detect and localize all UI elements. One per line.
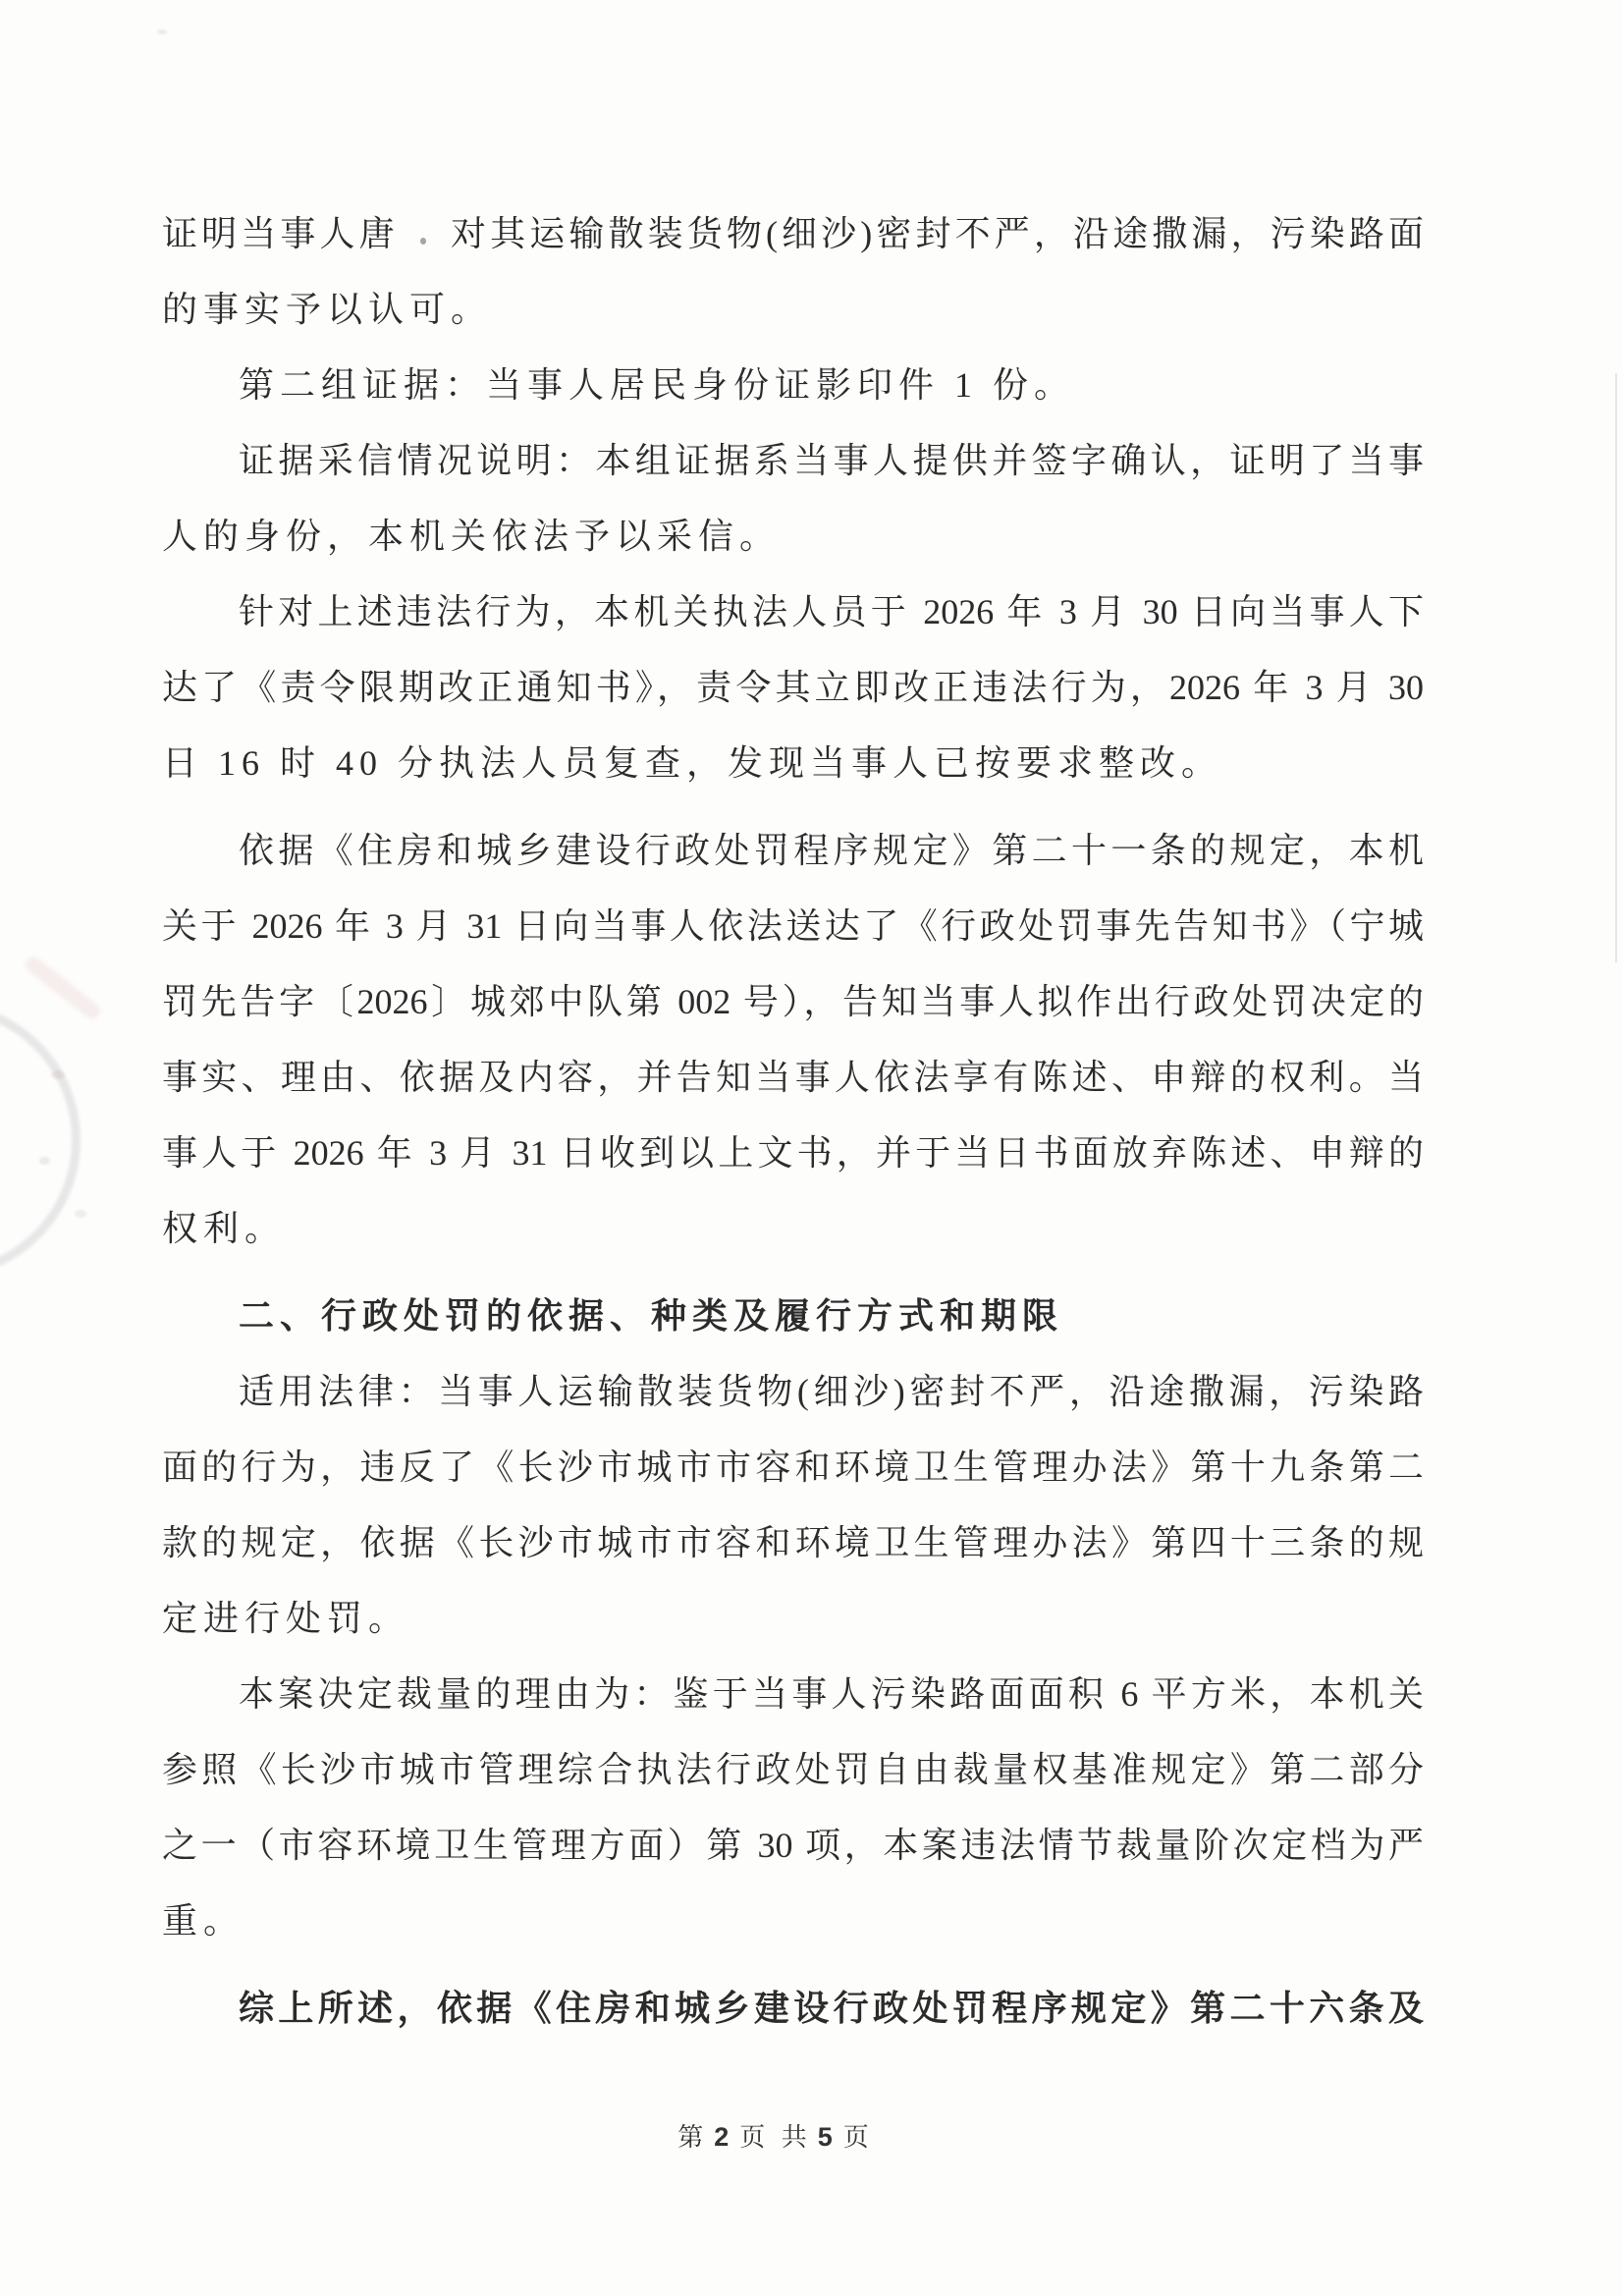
stamp-bleed-arc xyxy=(0,1002,81,1279)
text-line: 综上所述，依据《住房和城乡建设行政处罚程序规定》第二十六条及 xyxy=(239,1989,1424,2028)
text-line: 款的规定，依据《长沙市城市市容和环境卫生管理办法》第四十三条的规 xyxy=(162,1523,1424,1562)
text-line: 关于 2026 年 3 月 31 日向当事人依法送达了《行政处罚事先告知书》（宁城 xyxy=(162,906,1424,946)
text-line: 定进行处罚。 xyxy=(162,1599,410,1638)
text-line: 证据采信情况说明：本组证据系当事人提供并签字确认，证明了当事 xyxy=(239,441,1424,480)
footer-label: 页 xyxy=(842,2123,874,2152)
text-line: 日 16 时 40 分执法人员复查，发现当事人已按要求整改。 xyxy=(162,743,1223,783)
page-edge-shadow xyxy=(1615,373,1617,962)
scan-speck xyxy=(51,1070,65,1079)
text-line: 依据《住房和城乡建设行政处罚程序规定》第二十一条的规定，本机 xyxy=(239,831,1424,870)
text-line: 二、行政处罚的依据、种类及履行方式和期限 xyxy=(239,1296,1064,1336)
text-line: 事实、理由、依据及内容，并告知当事人依法享有陈述、申辩的权利。当 xyxy=(162,1058,1424,1097)
text-line: 重。 xyxy=(162,1901,245,1941)
text-line: 人的身份，本机关依法予以采信。 xyxy=(162,517,782,556)
text-line: 权利。 xyxy=(162,1209,287,1248)
page-footer xyxy=(0,2117,1551,2158)
stamp-bleed-streak xyxy=(23,954,103,1021)
text-line: 达了《责令限期改正通知书》，责令其立即改正违法行为，2026 年 3 月 30 xyxy=(162,668,1424,707)
scan-speck xyxy=(75,1210,86,1218)
page-number: 2 xyxy=(714,2122,734,2152)
text-line: 本案决定裁量的理由为：鉴于当事人污染路面面积 6 平方米，本机关 xyxy=(239,1674,1424,1714)
text-line: 参照《长沙市城市管理综合执法行政处罚自由裁量权基准规定》第二部分 xyxy=(162,1750,1424,1789)
text-line: 之一（市容环境卫生管理方面）第 30 项，本案违法情节裁量阶次定档为严 xyxy=(162,1826,1424,1865)
text-line: 事人于 2026 年 3 月 31 日收到以上文书，并于当日书面放弃陈述、申辩的 xyxy=(162,1133,1424,1173)
text-line: 面的行为，违反了《长沙市城市市容和环境卫生管理办法》第十九条第二 xyxy=(162,1448,1424,1487)
scan-speck xyxy=(157,29,167,34)
text-line: 罚先告字〔2026〕城郊中队第 002 号），告知当事人拟作出行政处罚决定的 xyxy=(162,982,1424,1021)
text-line: 针对上述违法行为，本机关执法人员于 2026 年 3 月 30 日向当事人下 xyxy=(239,592,1424,631)
total-pages: 5 xyxy=(817,2122,838,2152)
scan-speck xyxy=(39,1157,50,1165)
text-line: 第二组证据：当事人居民身份证影印件 1 份。 xyxy=(239,365,1076,405)
text-line: 的事实予以认可。 xyxy=(162,290,493,329)
footer-label: 页 共 xyxy=(739,2123,812,2152)
document-body xyxy=(162,196,1424,2047)
text-line: 适用法律：当事人运输散装货物(细沙)密封不严，沿途撒漏，污染路 xyxy=(239,1372,1424,1411)
footer-label: 第 xyxy=(677,2123,709,2152)
text-line: 证明当事人唐 对其运输散装货物(细沙)密封不严，沿途撒漏，污染路面 xyxy=(162,214,1424,253)
